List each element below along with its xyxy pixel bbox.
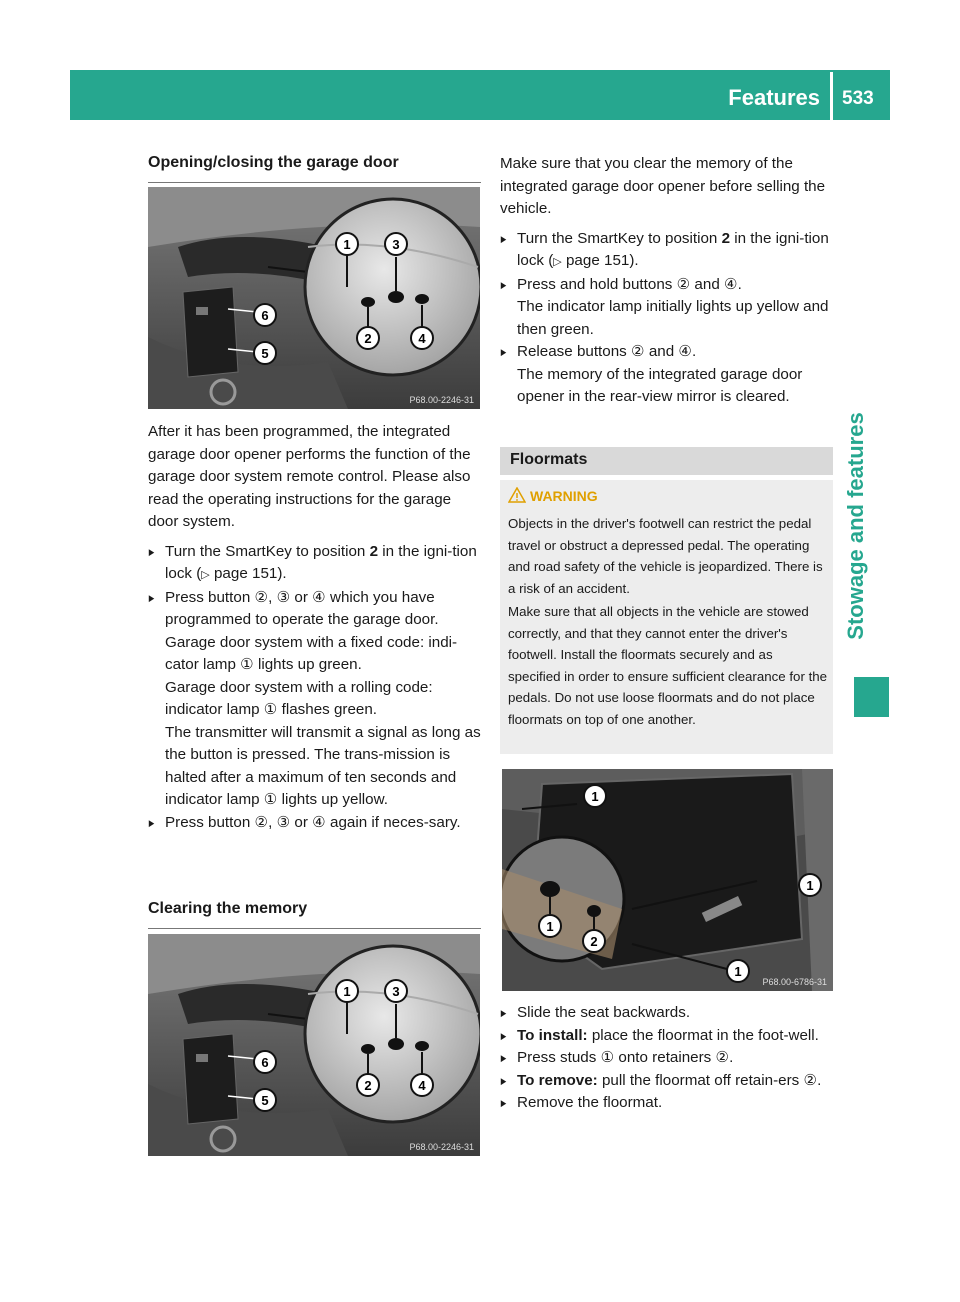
- floor-callout-1a: 1: [591, 789, 599, 804]
- floor-callout-1b: 1: [806, 878, 814, 893]
- left-column: [148, 152, 481, 183]
- figure-code-2: P68.00-2246-31: [409, 1142, 474, 1152]
- fstep-remove: ▶ To remove: pull the floormat off retain-ers ②.: [500, 1070, 833, 1093]
- warning-paragraph-2: Make sure that all objects in the vehicle are stowed correctly, and that they cannot enter the driver's footwell. Install the floormats securely and as specified in order to ensure sufficient clearance for the pedals. Do not use loose floormats and do not place floormats on top of one another.: [508, 604, 828, 727]
- clear-step-release: ▶ Release buttons ② and ④. The memory of the integrated garage door opener in the rear-view mirror is cleared.: [500, 341, 833, 409]
- floormats-heading: Floormats: [510, 451, 588, 468]
- clear-step-turn-smartkey: ▶ Turn the SmartKey to position 2 in the igni-tion lock (▷ page 151).: [500, 228, 833, 274]
- page-number: 533: [842, 88, 874, 109]
- note-transmitter: The transmitter will transmit a signal as long as the button is pressed. The trans-mission is halted after a maximum of ten seconds and indicator lamp ① lights up yellow.: [165, 723, 481, 808]
- callout-1: 1: [343, 237, 351, 252]
- callout-3: 3: [392, 237, 400, 252]
- left-body: [148, 421, 481, 834]
- warning-title: WARNING: [530, 488, 598, 504]
- fstep-install: ▶ To install: place the floormat in the foot-well.: [500, 1025, 833, 1048]
- floor-callout-1c: 1: [546, 919, 554, 934]
- callout-4b: 4: [418, 1078, 426, 1093]
- floor-callout-2: 2: [590, 934, 598, 949]
- garage-opener-illustration: [148, 187, 480, 409]
- warning-icon: [508, 487, 526, 503]
- clear-step-press-hold: ▶ Press and hold buttons ② and ④. The indicator lamp initially lights up yellow and then green.: [500, 274, 833, 342]
- note-fixed-code: Garage door system with a fixed code: indi-cator lamp ① lights up green.: [165, 633, 458, 673]
- heading-clearing-memory: Clearing the memory: [148, 898, 481, 929]
- figure-floormat: [502, 769, 833, 991]
- garage-opener-illustration-2: [148, 934, 480, 1156]
- clear-intro: Make sure that you clear the memory of the integrated garage door opener before selling the vehicle.: [500, 155, 826, 217]
- figure-garage-buttons: [148, 187, 480, 409]
- callout-3b: 3: [392, 984, 400, 999]
- note-rolling-code: Garage door system with a rolling code: indicator lamp ① flashes green.: [165, 678, 433, 718]
- callout-5: 5: [261, 346, 269, 361]
- step-press-again: ▶ Press button ②, ③ or ④ again if neces-sary.: [148, 812, 481, 835]
- floormats-heading-bar: [500, 447, 833, 475]
- step-turn-smartkey: ▶ Turn the SmartKey to position 2 in the igni-tion lock (▷ page 151).: [148, 541, 481, 587]
- floormat-illustration: [502, 769, 833, 991]
- figure-code: P68.00-2246-31: [409, 395, 474, 405]
- side-tab-marker: [854, 677, 889, 717]
- side-chapter-title: Stowage and features: [843, 412, 868, 640]
- section-title: Features: [728, 85, 820, 110]
- warning-paragraph-1: Objects in the driver's footwell can restrict the pedal travel or obstruct a depressed pedal. The operating and road safety of the vehicle is jeopardized. There is a risk of an accident.: [508, 516, 823, 596]
- floormat-steps: [500, 1002, 833, 1115]
- callout-2: 2: [364, 331, 372, 346]
- clearing-heading-wrap: [148, 898, 481, 929]
- figure-garage-buttons-2: [148, 934, 480, 1156]
- callout-6b: 6: [261, 1055, 269, 1070]
- floor-callout-1d: 1: [734, 964, 742, 979]
- fstep-slide-seat: ▶ Slide the seat backwards.: [500, 1002, 833, 1025]
- callout-4: 4: [418, 331, 426, 346]
- callout-1b: 1: [343, 984, 351, 999]
- right-body: [500, 153, 833, 409]
- intro-paragraph: After it has been programmed, the integrated garage door opener performs the function of the garage door system remote control. Please also read the operating instructions for the garage door system.: [148, 423, 471, 530]
- step-press-button: ▶ Press button ②, ③ or ④ which you have programmed to operate the garage door.: [148, 587, 481, 632]
- floor-figure-code: P68.00-6786-31: [762, 977, 827, 987]
- warning-box: [500, 480, 833, 754]
- callout-2b: 2: [364, 1078, 372, 1093]
- callout-6: 6: [261, 308, 269, 323]
- heading-opening-closing: Opening/closing the garage door: [148, 152, 481, 183]
- fstep-press-studs: ▶ Press studs ① onto retainers ②.: [500, 1047, 833, 1070]
- callout-5b: 5: [261, 1093, 269, 1108]
- header-divider: [830, 72, 833, 120]
- fstep-remove-floormat: ▶ Remove the floormat.: [500, 1092, 833, 1115]
